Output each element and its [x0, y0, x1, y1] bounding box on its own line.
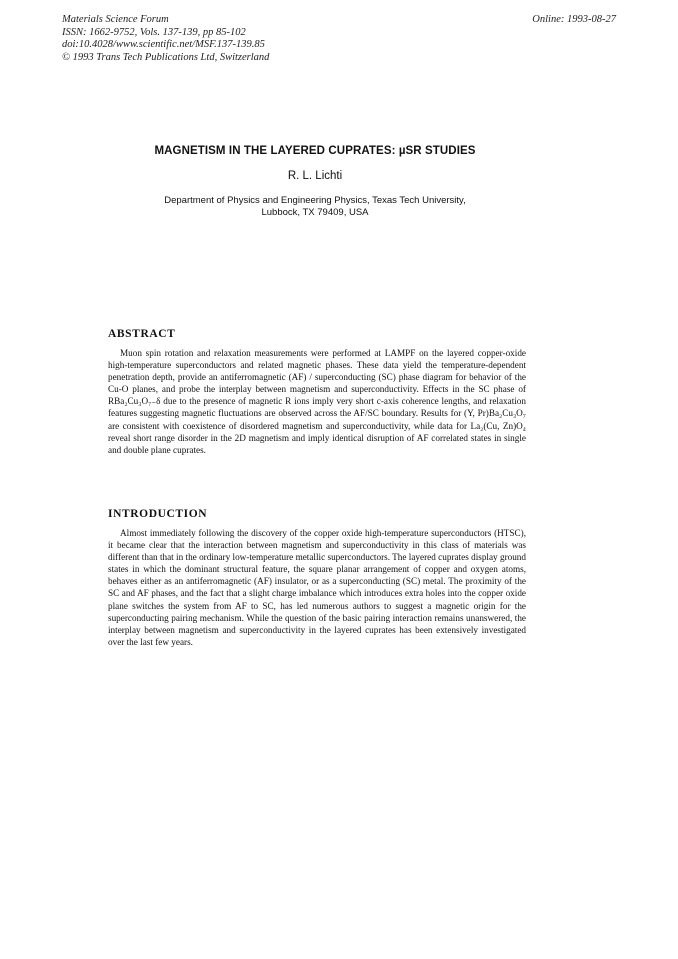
introduction-section [108, 508, 526, 648]
affiliation-line-1: Department of Physics and Engineering Physics, Texas Tech University, [164, 195, 466, 206]
issn-line: ISSN: 1662-9752, Vols. 137-139, pp 85-102 [62, 26, 246, 38]
paper-title: MAGNETISM IN THE LAYERED CUPRATES: µSR STUDIES [154, 145, 476, 157]
abstract-text: Muon spin rotation and relaxation measurements were performed at LAMPF on the layered copper-oxide high-temperature superconductors and related magnetic phases. These data yield the temperature-dependent penetration depth, provide an antiferromagnetic (AF) / superconducting (SC) phase diagram for behavior of the Cu-O planes, and probe the interplay between magnetism and superconductivity. Effects in the SC phase of RBa₂Cu₃O₇₋δ due to the presence of magnetic R ions imply very short c-axis coherence lengths, and relaxation features suggesting magnetic fluctuations are observed across the AF/SC boundary. Results for (Y, Pr)Ba₂Cu₃O₇ are consistent with coexistence of disordered magnetism and superconductivity, while data for La₂(Cu, Zn)O₄ reveal short range disorder in the 2D magnetism and imply identical disruption of AF correlated states in single and double plane cuprates. [108, 348, 526, 455]
journal-name: Materials Science Forum [62, 14, 169, 25]
citation-header [62, 14, 269, 64]
abstract-heading: ABSTRACT [108, 328, 176, 340]
author-affiliation [0, 195, 630, 219]
online-date: Online: 1993-08-27 [532, 14, 616, 25]
paper-author: R. L. Lichti [287, 170, 343, 182]
abstract-section [108, 328, 526, 456]
introduction-heading: INTRODUCTION [108, 508, 208, 520]
doi-line[interactable]: doi:10.4028/www.scientific.net/MSF.137-139.85 [62, 39, 265, 50]
copyright-line: © 1993 Trans Tech Publications Ltd, Switzerland [62, 51, 270, 63]
affiliation-line-2: Lubbock, TX 79409, USA [261, 207, 369, 218]
introduction-text: Almost immediately following the discovery of the copper oxide high-temperature superconductors (HTSC), it became clear that the interaction between magnetism and superconductivity in this class of materials was different than that in the ordinary low-temperature metallic superconductors. The layered cuprates display ground states in which the dominant structural feature, the square planar arrangement of copper and oxygen atoms, behaves either as an antiferromagnetic (AF) insulator, or as a superconducting (SC) metal. The proximity of the SC and AF phases, and the fact that a slight charge imbalance which introduces extra holes into the copper oxide plane switches the system from AF to SC, has led numerous authors to suggest a magnetic origin for the superconducting pairing mechanism. While the question of the basic pairing interaction remains unanswered, the interplay between magnetism and superconductivity in the layered cuprates has been extensively investigated over the last few years. [108, 528, 526, 647]
